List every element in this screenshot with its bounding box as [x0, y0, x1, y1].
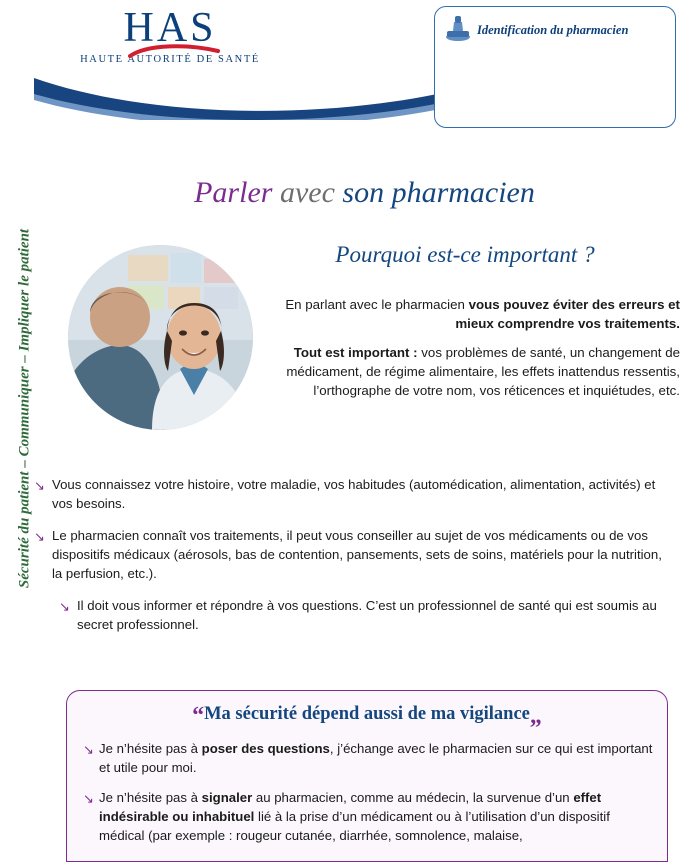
list-item-text	[99, 788, 655, 845]
list-item-text	[99, 739, 655, 777]
intro-paragraph-2	[270, 343, 680, 400]
list-item	[34, 526, 674, 583]
intro-p2-bold: Tout est important :	[293, 345, 418, 360]
list-item	[34, 475, 674, 513]
intro-p1-plain: En parlant avec le pharmacien	[285, 297, 469, 312]
list-item	[83, 739, 655, 777]
arrow-down-right-icon: ↘	[83, 791, 94, 806]
arrow-down-right-icon: ↘	[34, 478, 45, 493]
panel-title	[67, 703, 667, 730]
pharmacist-identification-box[interactable]	[434, 6, 676, 128]
arrow-down-right-icon: ↘	[83, 742, 94, 757]
safety-quote-panel	[66, 690, 668, 862]
bullet-list	[34, 475, 674, 647]
list-item	[59, 596, 674, 634]
panel-item1-bold: signaler	[201, 790, 253, 805]
page-header	[34, 0, 695, 130]
panel-item1-after: au pharmacien, comme au médecin, la survenue d’un	[252, 790, 570, 805]
has-logo-text: HAS	[123, 5, 217, 51]
panel-bullet-list	[83, 739, 655, 856]
quote-open-icon: “	[192, 703, 205, 729]
list-item-text: Le pharmacien connaît vos traitements, il peut vous conseiller au sujet de vos médicaments ou de vos dispositifs médicaux (aérosols, bas de contention, pansements, sets de soins, matériels pour la nutrition, la perfusion, etc.).	[52, 528, 662, 581]
intro-paragraph-1	[270, 295, 680, 333]
intro-p1-bold: vous pouvez éviter des erreurs et mieux comprendre vos traitements.	[455, 297, 680, 331]
panel-item0-after: , j’échange avec le pharmacien sur ce qui est important et utile pour moi.	[99, 741, 653, 775]
intro-text	[270, 295, 680, 410]
panel-item0-bold: poser des questions	[201, 741, 330, 756]
panel-item1-bold2: effet indésirable ou inhabituel	[99, 790, 602, 824]
panel-title-text: Ma sécurité dépend aussi de ma vigilance	[204, 704, 530, 724]
page-title-part2: avec	[272, 176, 343, 209]
intro-p2-plain: vos problèmes de santé, un changement de médicament, de régime alimentaire, les effets inattendus ressentis, l’orthographe de votre nom, vos réticences et inquiétudes, etc.	[286, 345, 680, 398]
list-item-text: Il doit vous informer et répondre à vos questions. C’est un professionnel de santé qui est soumis au secret professionnel.	[77, 598, 657, 632]
logo-swoosh-icon	[128, 42, 220, 60]
panel-item1-after2: lié à la prise d’un médicament ou à l’utilisation d’un dispositif médical (par exemple : rougeur cutanée, diarrhée, somnolence, malaise,	[99, 809, 610, 843]
pharmacist-identification-label: Identification du pharmacien	[477, 23, 629, 37]
side-tab-label: Sécurité du patient – Communiquer – Impliquer le patient	[16, 228, 33, 589]
has-logo-subtitle: HAUTE AUTORITÉ DE SANTÉ	[80, 54, 260, 65]
arrow-down-right-icon: ↘	[59, 599, 70, 614]
panel-item0-before: Je n’hésite pas à	[99, 741, 202, 756]
quote-close-icon: „	[529, 703, 542, 729]
list-item-text: Vous connaissez votre histoire, votre maladie, vos habitudes (automédication, alimentation, activités) et vos besoins.	[52, 477, 656, 511]
stamp-icon	[441, 11, 475, 45]
arrow-down-right-icon: ↘	[34, 529, 45, 544]
header-curve-decoration	[34, 70, 464, 120]
panel-item1-before: Je n’hésite pas à	[99, 790, 202, 805]
list-item	[83, 788, 655, 845]
page-title-part3: son pharmacien	[342, 176, 535, 209]
page-subtitle: Pourquoi est-ce important ?	[335, 242, 595, 267]
page-title	[34, 175, 695, 211]
page-title-part1: Parler	[194, 176, 273, 209]
pharmacy-photo	[68, 245, 253, 430]
side-tab	[0, 0, 34, 850]
has-logo	[70, 5, 270, 65]
